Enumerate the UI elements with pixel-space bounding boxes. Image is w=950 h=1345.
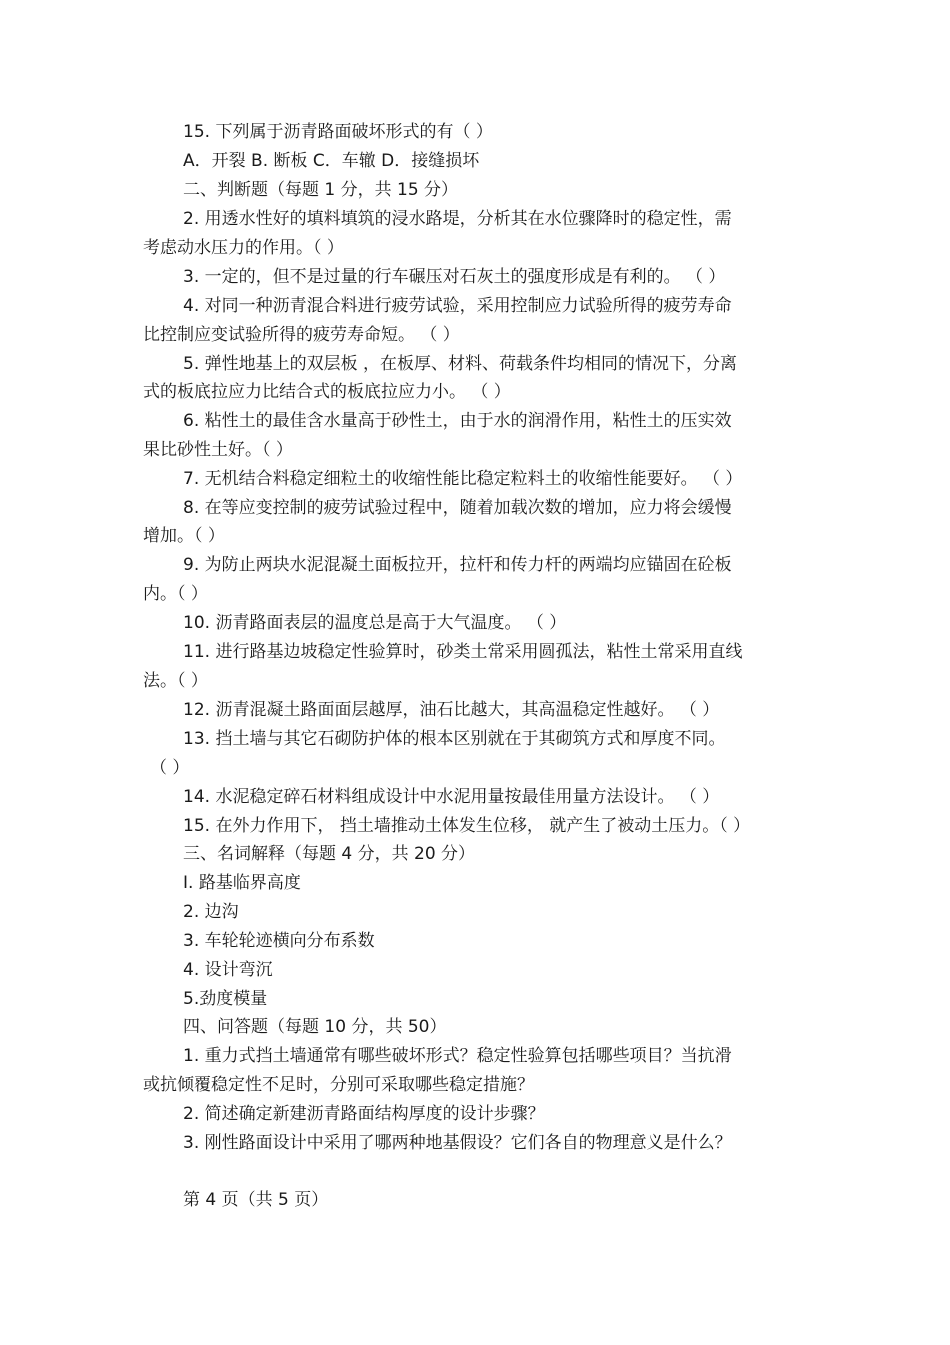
section-heading: 三、名词解释（每题 4 分，共 20 分） [183, 844, 476, 864]
page-footer: 第 4 页（共 5 页） [183, 1190, 329, 1210]
term-item: 4. 设计弯沉 [183, 960, 273, 980]
question-text: 法。（ ） [143, 671, 208, 691]
question-text: 3. 刚性路面设计中采用了哪两种地基假设？它们各自的物理意义是什么？ [183, 1133, 732, 1153]
q15-options: A．开裂 B. 断板 C．车辙 D．接缝损坏 [183, 151, 480, 171]
term-item: 5.劲度模量 [183, 989, 268, 1009]
question-text: 12. 沥青混凝土路面面层越厚，油石比越大，其高温稳定性越好。 （ ） [183, 700, 720, 720]
question-text: 果比砂性土好。（ ） [143, 440, 293, 460]
question-text: 5. 弹性地基上的双层板 ，在板厚、材料、荷载条件均相同的情况下，分离 [183, 354, 738, 374]
question-text: 9. 为防止两块水泥混凝土面板拉开，拉杆和传力杆的两端均应锚固在砼板 [183, 555, 732, 575]
q15-choice: 15. 下列属于沥青路面破坏形式的有（ ） [183, 122, 493, 142]
section-heading: 二、判断题（每题 1 分，共 15 分） [183, 180, 459, 200]
question-text: （ ） [150, 758, 190, 778]
question-text: 10. 沥青路面表层的温度总是高于大气温度。 （ ） [183, 613, 567, 633]
question-text: 4. 对同一种沥青混合料进行疲劳试验，采用控制应力试验所得的疲劳寿命 [183, 296, 732, 316]
question-text: 或抗倾覆稳定性不足时，分别可采取哪些稳定措施？ [143, 1075, 534, 1095]
question-text: 式的板底拉应力比结合式的板底拉应力小。 （ ） [143, 382, 511, 402]
question-text: 14. 水泥稳定碎石材料组成设计中水泥用量按最佳用量方法设计。 （ ） [183, 787, 720, 807]
question-text: 增加。（ ） [143, 526, 225, 546]
question-text: 内。（ ） [143, 584, 208, 604]
term-item: 3. 车轮轮迹横向分布系数 [183, 931, 375, 951]
question-text: 比控制应变试验所得的疲劳寿命短。 （ ） [143, 325, 460, 345]
question-text: 1. 重力式挡土墙通常有哪些破坏形式？稳定性验算包括哪些项目？当抗滑 [183, 1046, 732, 1066]
question-text: 3. 一定的，但不是过量的行车碾压对石灰土的强度形成是有利的。 （ ） [183, 267, 726, 287]
section-heading: 四、问答题（每题 10 分，共 50） [183, 1017, 447, 1037]
question-text: 13. 挡土墙与其它石砌防护体的根本区别就在于其砌筑方式和厚度不同。 [183, 729, 726, 749]
question-text: 2. 简述确定新建沥青路面结构厚度的设计步骤？ [183, 1104, 545, 1124]
question-text: 考虑动水压力的作用。（ ） [143, 238, 344, 258]
question-text: 8. 在等应变控制的疲劳试验过程中，随着加载次数的增加，应力将会缓慢 [183, 498, 732, 518]
term-item: I. 路基临界高度 [183, 873, 301, 893]
question-text: 15. 在外力作用下， 挡土墙推动土体发生位移， 就产生了被动土压力。（ ） [183, 816, 751, 836]
question-text: 11. 进行路基边坡稳定性验算时，砂类土常采用圆孤法，粘性土常采用直线 [183, 642, 743, 662]
term-item: 2. 边沟 [183, 902, 239, 922]
question-text: 6. 粘性土的最佳含水量高于砂性土，由于水的润滑作用，粘性土的压实效 [183, 411, 732, 431]
question-text: 2. 用透水性好的填料填筑的浸水路堤，分析其在水位骤降时的稳定性，需 [183, 209, 732, 229]
question-text: 7. 无机结合料稳定细粒土的收缩性能比稳定粒料土的收缩性能要好。 （ ） [183, 469, 743, 489]
